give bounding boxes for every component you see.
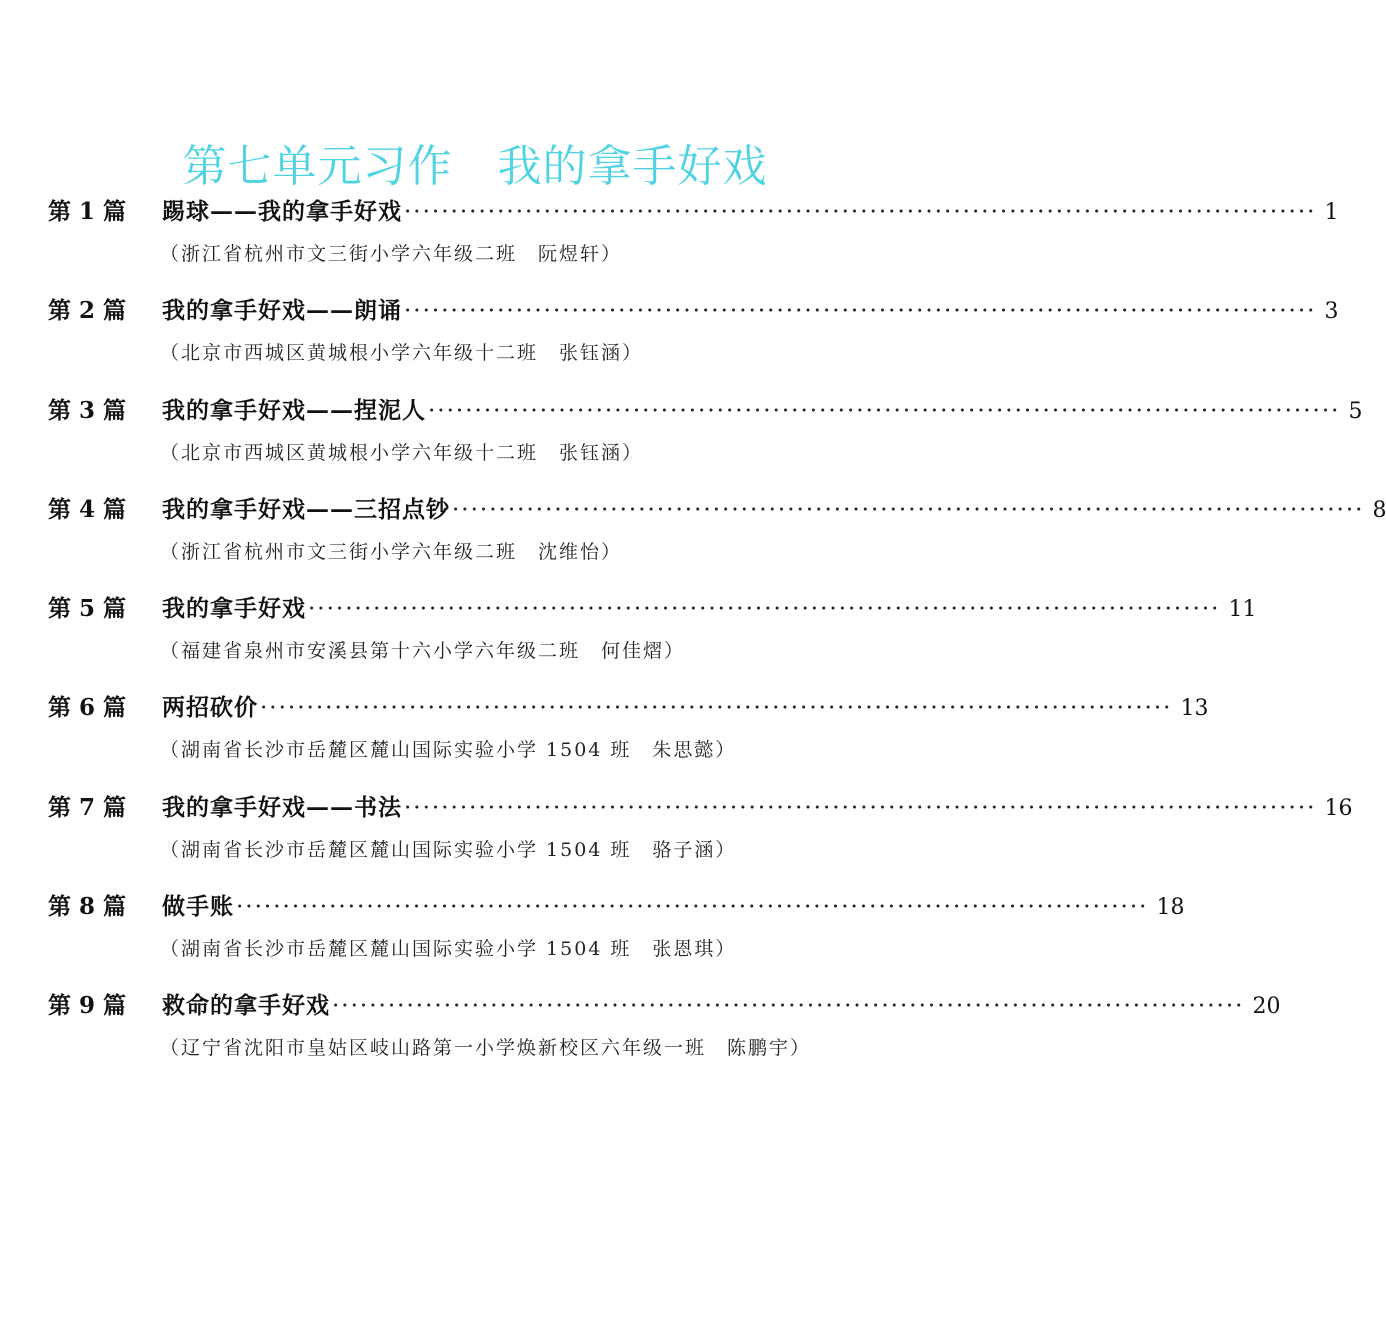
toc-entry-8[interactable]	[48, 885, 1185, 984]
entry-number: 第 8 篇	[48, 893, 127, 921]
entry-author: （湖南省长沙市岳麓区麓山国际实验小学 1504 班 张恩琪）	[160, 938, 737, 961]
entry-number: 第 5 篇	[48, 595, 127, 623]
toc-entry-line[interactable]	[48, 984, 1281, 1028]
entry-author: （北京市西城区黄城根小学六年级十二班 张钰涵）	[160, 342, 644, 365]
entry-page-number: 20	[1252, 994, 1281, 1020]
dot-leader: ··································································································	[428, 397, 1341, 424]
entry-page-number: 5	[1348, 398, 1363, 424]
entry-author: （浙江省杭州市文三街小学六年级二班 沈维怡）	[160, 540, 623, 563]
entry-number: 第 2 篇	[48, 297, 127, 325]
entry-title[interactable]: 踢球——我的拿手好戏	[162, 198, 402, 225]
entry-number: 第 4 篇	[48, 495, 127, 523]
table-of-contents	[48, 190, 1386, 1084]
entry-author: （辽宁省沈阳市皇姑区岐山路第一小学焕新校区六年级一班 陈鹏宇）	[160, 1037, 812, 1060]
entry-page-number: 3	[1324, 299, 1339, 325]
entry-title[interactable]: 救命的拿手好戏	[162, 992, 330, 1020]
entry-author: （浙江省杭州市文三街小学六年级二班 阮煜轩）	[160, 243, 623, 265]
entry-number: 第 7 篇	[48, 793, 127, 821]
toc-entry-2[interactable]	[48, 289, 1339, 388]
entry-number: 第 3 篇	[48, 396, 127, 424]
entry-author: （福建省泉州市安溪县第十六小学六年级二班 何佳熠）	[160, 640, 686, 663]
entry-number: 第 9 篇	[48, 992, 127, 1020]
entry-title[interactable]: 我的拿手好戏——三招点钞	[162, 495, 450, 523]
toc-entry-7[interactable]	[48, 786, 1353, 885]
entry-number: 第 1 篇	[48, 198, 127, 225]
toc-entry-5[interactable]	[48, 587, 1257, 686]
entry-title[interactable]: 做手账	[162, 893, 234, 921]
entry-title[interactable]: 我的拿手好戏	[162, 595, 306, 623]
entry-page-number: 13	[1180, 696, 1209, 722]
entry-page-number: 11	[1228, 597, 1257, 623]
entry-title[interactable]: 我的拿手好戏——捏泥人	[162, 396, 426, 424]
entry-page-number: 16	[1324, 795, 1353, 821]
entry-author: （湖南省长沙市岳麓区麓山国际实验小学 1504 班 骆子涵）	[160, 838, 737, 861]
toc-entry-line[interactable]	[48, 389, 1363, 433]
entry-title[interactable]: 两招砍价	[162, 694, 258, 722]
dot-leader: ··································································································	[260, 695, 1173, 722]
entry-page-number: 18	[1156, 895, 1185, 921]
toc-entry-line[interactable]	[48, 289, 1339, 333]
toc-entry-line[interactable]	[48, 686, 1209, 730]
entry-page-number: 1	[1324, 200, 1339, 225]
toc-entry-line[interactable]	[48, 885, 1185, 929]
dot-leader: ··································································································	[404, 298, 1317, 325]
toc-entry-6[interactable]	[48, 686, 1209, 785]
entry-author: （湖南省长沙市岳麓区麓山国际实验小学 1504 班 朱思懿）	[160, 739, 737, 762]
dot-leader: ··································································································	[332, 993, 1245, 1020]
toc-entry-3[interactable]	[48, 389, 1363, 488]
dot-leader: ··································································································	[404, 199, 1317, 225]
toc-entry-line[interactable]	[48, 587, 1257, 631]
dot-leader: ··································································································	[236, 894, 1149, 921]
dot-leader: ··································································································	[404, 794, 1317, 821]
toc-entry-1[interactable]	[48, 190, 1339, 289]
dot-leader: ··································································································	[452, 496, 1365, 523]
entry-number: 第 6 篇	[48, 694, 127, 722]
toc-entry-line[interactable]	[48, 190, 1339, 234]
page-title: 第七单元习作 我的拿手好戏	[182, 141, 768, 193]
toc-entry-line[interactable]	[48, 786, 1353, 830]
entry-title[interactable]: 我的拿手好戏——朗诵	[162, 297, 402, 325]
toc-entry-line[interactable]	[48, 488, 1386, 532]
entry-author: （北京市西城区黄城根小学六年级十二班 张钰涵）	[160, 441, 644, 464]
dot-leader: ··································································································	[308, 596, 1221, 623]
toc-entry-4[interactable]	[48, 488, 1386, 587]
entry-page-number: 8	[1372, 497, 1386, 523]
toc-entry-9[interactable]	[48, 984, 1281, 1083]
entry-title[interactable]: 我的拿手好戏——书法	[162, 793, 402, 821]
